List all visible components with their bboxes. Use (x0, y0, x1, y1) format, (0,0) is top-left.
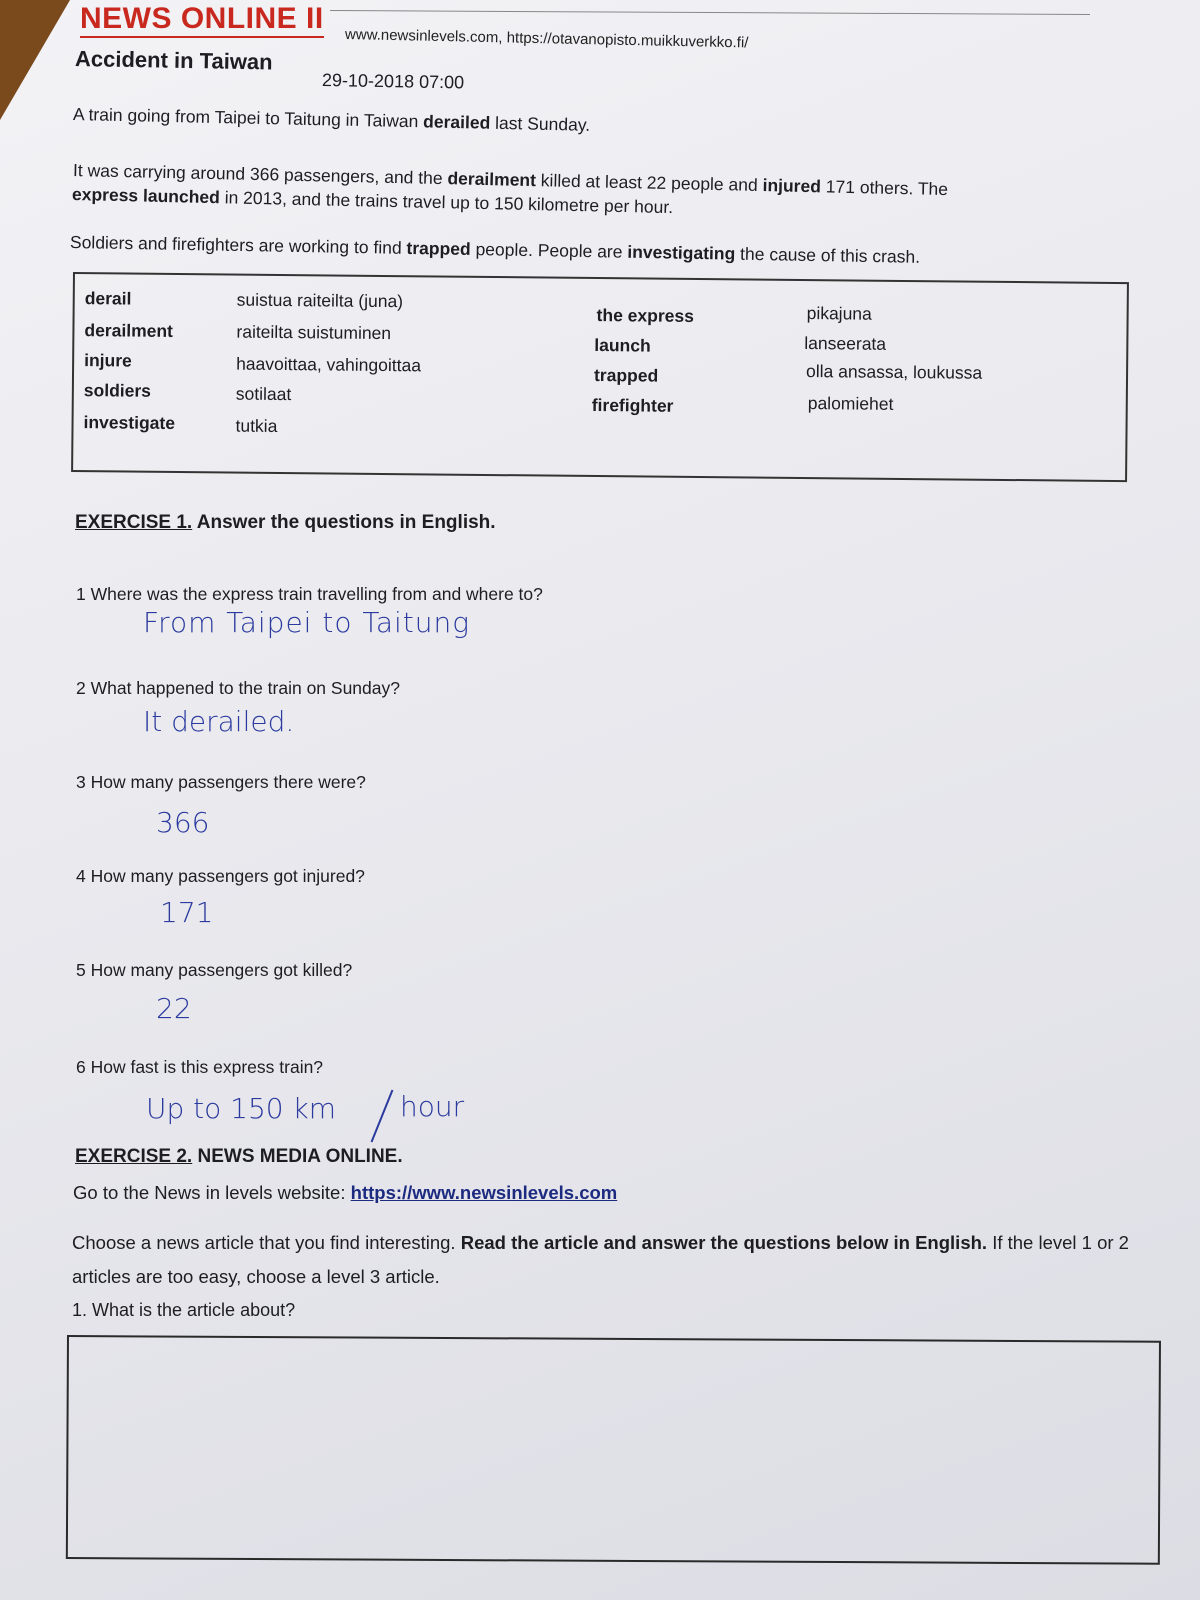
vocab-term: the express (596, 305, 694, 326)
vocab-translation: lanseerata (804, 333, 887, 354)
answer-2: It derailed. (143, 705, 295, 738)
question-5: 5 How many passengers got killed? (76, 960, 353, 980)
vocabulary-box (71, 272, 1129, 482)
vocab-translation: palomiehet (807, 393, 894, 414)
vocab-translation: olla ansassa, loukussa (805, 361, 983, 383)
answer-6-slash (371, 1090, 394, 1143)
exercise-2-heading: EXERCISE 2. NEWS MEDIA ONLINE. (75, 1146, 403, 1167)
answer-5: 22 (156, 992, 192, 1025)
question-1: 1 Where was the express train travelling from and where to? (76, 584, 543, 604)
vocab-translation: haavoittaa, vahingoittaa (236, 353, 422, 376)
answer-box[interactable] (66, 1335, 1161, 1565)
vocab-term: investigate (83, 412, 176, 433)
exercise-1-heading: EXERCISE 1. Answer the questions in English. (75, 512, 496, 533)
header-rule (330, 10, 1090, 15)
exercise-2-question-1: 1. What is the article about? (72, 1300, 296, 1320)
source-urls: www.newsinlevels.com, https://otavanopisto.muikkuverkko.fi/ (344, 26, 749, 52)
question-4: 4 How many passengers got injured? (76, 866, 365, 886)
vocab-translation: raiteilta suistuminen (236, 321, 392, 344)
article-paragraph-3: express launched in 2013, and the trains travel up to 150 kilometre per hour. (71, 184, 674, 218)
answer-6-part-1: Up to 150 km (146, 1092, 337, 1125)
vocab-term: firefighter (591, 394, 674, 416)
article-paragraph-2: It was carrying around 366 passengers, and the derailment killed at least 22 people and injured 171 others. The (72, 160, 949, 200)
vocab-term: derail (84, 288, 132, 309)
newsinlevels-link[interactable]: https://www.newsinlevels.com (350, 1182, 618, 1203)
article-title: Accident in Taiwan (74, 46, 273, 75)
website-instruction: Go to the News in levels website: https://www.newsinlevels.com (73, 1182, 618, 1203)
answer-4: 171 (160, 896, 214, 929)
vocab-translation: pikajuna (806, 303, 872, 324)
question-3: 3 How many passengers there were? (76, 772, 366, 792)
choose-article-instruction: Choose a news article that you find interesting. Read the article and answer the questions below in English. If the level 1 or 2 articles are too easy, choose a level 3 article. (72, 1232, 1129, 1287)
vocab-translation: tutkia (235, 415, 278, 436)
vocab-term: trapped (593, 365, 659, 386)
vocab-translation: suistua raiteilta (juna) (236, 289, 404, 312)
brand-title: NEWS ONLINE II (80, 2, 324, 38)
article-date: 29-10-2018 07:00 (321, 70, 465, 93)
question-2: 2 What happened to the train on Sunday? (76, 678, 400, 698)
article-paragraph-1: A train going from Taipei to Taitung in Taiwan derailed last Sunday. (72, 104, 591, 135)
answer-3: 366 (156, 806, 210, 839)
question-6: 6 How fast is this express train? (76, 1057, 324, 1077)
answer-1: From Taipei to Taitung (143, 606, 471, 639)
article-paragraph-4: Soldiers and firefighters are working to find trapped people. People are investigating the cause of this crash. (69, 232, 921, 267)
vocab-term: soldiers (83, 380, 152, 401)
vocab-term: derailment (84, 320, 174, 341)
vocab-term: injure (84, 350, 132, 371)
answer-6-part-2: hour (400, 1090, 465, 1123)
vocab-translation: sotilaat (235, 383, 292, 405)
vocab-term: launch (594, 335, 651, 356)
